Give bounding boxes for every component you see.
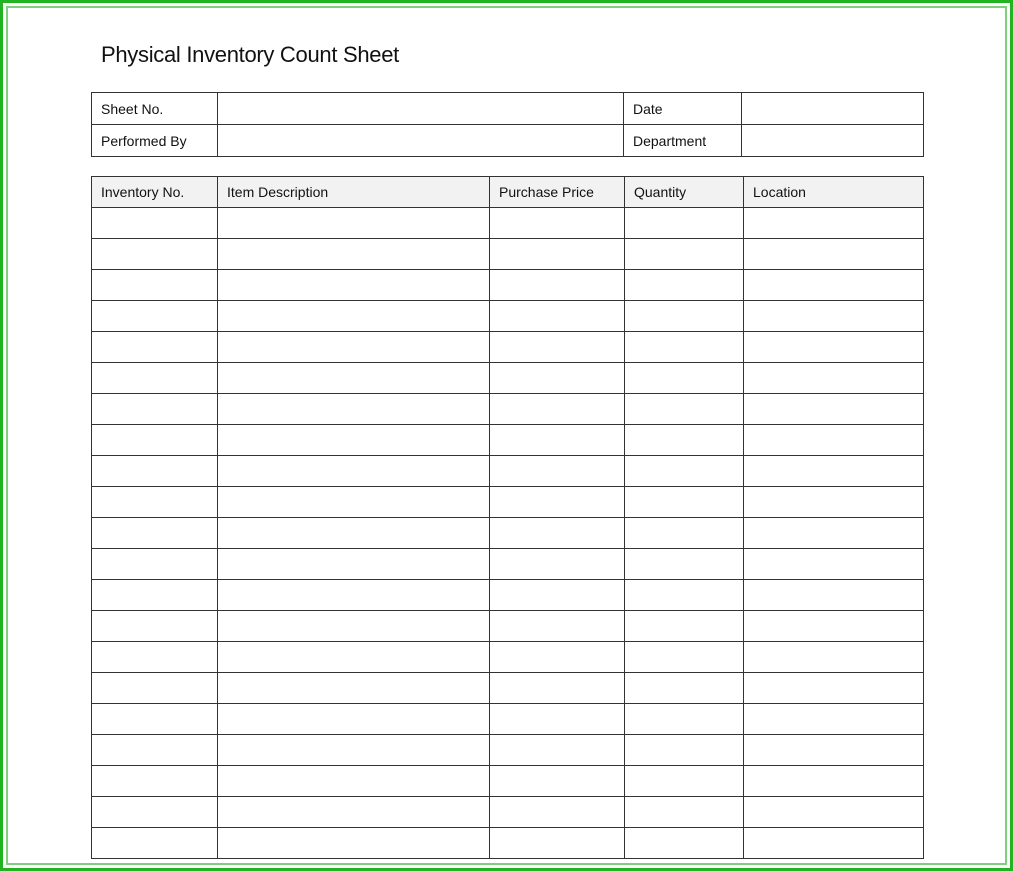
inventory-no-cell[interactable] <box>92 270 218 301</box>
table-row <box>92 394 924 425</box>
location-cell[interactable] <box>744 394 924 425</box>
quantity-cell[interactable] <box>625 332 744 363</box>
quantity-cell[interactable] <box>625 766 744 797</box>
inventory-no-cell[interactable] <box>92 673 218 704</box>
location-cell[interactable] <box>744 363 924 394</box>
quantity-cell[interactable] <box>625 239 744 270</box>
purchase-price-cell[interactable] <box>490 580 625 611</box>
table-row <box>92 766 924 797</box>
purchase-price-cell[interactable] <box>490 487 625 518</box>
quantity-cell[interactable] <box>625 394 744 425</box>
location-cell[interactable] <box>744 487 924 518</box>
purchase-price-cell[interactable] <box>490 611 625 642</box>
inventory-no-cell[interactable] <box>92 580 218 611</box>
purchase-price-cell[interactable] <box>490 828 625 859</box>
table-row <box>92 580 924 611</box>
item-description-cell[interactable] <box>218 208 490 239</box>
sheet-no-field[interactable] <box>218 93 624 125</box>
inventory-no-cell[interactable] <box>92 735 218 766</box>
inventory-no-cell[interactable] <box>92 797 218 828</box>
performed-by-field[interactable] <box>218 125 624 157</box>
purchase-price-cell[interactable] <box>490 766 625 797</box>
item-description-cell[interactable] <box>218 239 490 270</box>
table-row <box>92 797 924 828</box>
location-cell[interactable] <box>744 735 924 766</box>
location-cell[interactable] <box>744 704 924 735</box>
department-label: Department <box>624 125 742 157</box>
table-row <box>92 363 924 394</box>
table-row <box>92 239 924 270</box>
item-description-cell[interactable] <box>218 673 490 704</box>
item-description-cell[interactable] <box>218 611 490 642</box>
item-description-cell[interactable] <box>218 642 490 673</box>
item-description-cell[interactable] <box>218 363 490 394</box>
location-cell[interactable] <box>744 611 924 642</box>
department-field[interactable] <box>742 125 924 157</box>
purchase-price-cell[interactable] <box>490 673 625 704</box>
quantity-cell[interactable] <box>625 642 744 673</box>
item-description-cell[interactable] <box>218 766 490 797</box>
sheet-info-table <box>91 92 924 157</box>
item-description-cell[interactable] <box>218 332 490 363</box>
quantity-cell[interactable] <box>625 456 744 487</box>
table-row <box>92 301 924 332</box>
purchase-price-cell[interactable] <box>490 363 625 394</box>
table-body <box>92 208 924 859</box>
quantity-cell[interactable] <box>625 828 744 859</box>
table-row <box>92 642 924 673</box>
table-row <box>92 611 924 642</box>
item-description-cell[interactable] <box>218 580 490 611</box>
column-header-item-description: Item Description <box>218 177 490 208</box>
quantity-cell[interactable] <box>625 301 744 332</box>
column-header-location: Location <box>744 177 924 208</box>
quantity-cell[interactable] <box>625 549 744 580</box>
item-description-cell[interactable] <box>218 797 490 828</box>
date-field[interactable] <box>742 93 924 125</box>
location-cell[interactable] <box>744 301 924 332</box>
inventory-no-cell[interactable] <box>92 518 218 549</box>
location-cell[interactable] <box>744 518 924 549</box>
sheet-no-label: Sheet No. <box>92 93 218 125</box>
inventory-no-cell[interactable] <box>92 766 218 797</box>
purchase-price-cell[interactable] <box>490 642 625 673</box>
location-cell[interactable] <box>744 425 924 456</box>
inventory-no-cell[interactable] <box>92 239 218 270</box>
table-row <box>92 735 924 766</box>
location-cell[interactable] <box>744 332 924 363</box>
quantity-cell[interactable] <box>625 518 744 549</box>
table-row <box>92 704 924 735</box>
date-label: Date <box>624 93 742 125</box>
inventory-no-cell[interactable] <box>92 487 218 518</box>
location-cell[interactable] <box>744 642 924 673</box>
location-cell[interactable] <box>744 239 924 270</box>
location-cell[interactable] <box>744 766 924 797</box>
sheet-info-row <box>92 93 924 125</box>
purchase-price-cell[interactable] <box>490 301 625 332</box>
inventory-no-cell[interactable] <box>92 456 218 487</box>
item-description-cell[interactable] <box>218 549 490 580</box>
column-header-inventory-no: Inventory No. <box>92 177 218 208</box>
quantity-cell[interactable] <box>625 487 744 518</box>
sheet-info-row <box>92 125 924 157</box>
item-description-cell[interactable] <box>218 828 490 859</box>
purchase-price-cell[interactable] <box>490 394 625 425</box>
quantity-cell[interactable] <box>625 611 744 642</box>
inventory-no-cell[interactable] <box>92 828 218 859</box>
inventory-no-cell[interactable] <box>92 704 218 735</box>
table-header-row <box>92 177 924 208</box>
inventory-no-cell[interactable] <box>92 549 218 580</box>
table-row <box>92 828 924 859</box>
item-description-cell[interactable] <box>218 487 490 518</box>
table-row <box>92 518 924 549</box>
inventory-no-cell[interactable] <box>92 611 218 642</box>
purchase-price-cell[interactable] <box>490 208 625 239</box>
purchase-price-cell[interactable] <box>490 270 625 301</box>
table-row <box>92 270 924 301</box>
quantity-cell[interactable] <box>625 735 744 766</box>
inventory-no-cell[interactable] <box>92 332 218 363</box>
table-row <box>92 208 924 239</box>
location-cell[interactable] <box>744 580 924 611</box>
table-row <box>92 456 924 487</box>
item-description-cell[interactable] <box>218 456 490 487</box>
inventory-no-cell[interactable] <box>92 301 218 332</box>
location-cell[interactable] <box>744 797 924 828</box>
inventory-items-table <box>91 176 924 859</box>
inventory-no-cell[interactable] <box>92 425 218 456</box>
quantity-cell[interactable] <box>625 673 744 704</box>
item-description-cell[interactable] <box>218 735 490 766</box>
column-header-purchase-price: Purchase Price <box>490 177 625 208</box>
inventory-no-cell[interactable] <box>92 394 218 425</box>
quantity-cell[interactable] <box>625 797 744 828</box>
location-cell[interactable] <box>744 549 924 580</box>
inventory-no-cell[interactable] <box>92 208 218 239</box>
location-cell[interactable] <box>744 456 924 487</box>
item-description-cell[interactable] <box>218 518 490 549</box>
purchase-price-cell[interactable] <box>490 518 625 549</box>
item-description-cell[interactable] <box>218 704 490 735</box>
table-row <box>92 332 924 363</box>
purchase-price-cell[interactable] <box>490 425 625 456</box>
location-cell[interactable] <box>744 270 924 301</box>
purchase-price-cell[interactable] <box>490 704 625 735</box>
purchase-price-cell[interactable] <box>490 735 625 766</box>
quantity-cell[interactable] <box>625 704 744 735</box>
page-title: Physical Inventory Count Sheet <box>101 42 399 67</box>
performed-by-label: Performed By <box>92 125 218 157</box>
item-description-cell[interactable] <box>218 301 490 332</box>
quantity-cell[interactable] <box>625 270 744 301</box>
table-row <box>92 487 924 518</box>
purchase-price-cell[interactable] <box>490 239 625 270</box>
quantity-cell[interactable] <box>625 580 744 611</box>
location-cell[interactable] <box>744 208 924 239</box>
inventory-no-cell[interactable] <box>92 363 218 394</box>
purchase-price-cell[interactable] <box>490 332 625 363</box>
item-description-cell[interactable] <box>218 394 490 425</box>
quantity-cell[interactable] <box>625 208 744 239</box>
column-header-quantity: Quantity <box>625 177 744 208</box>
quantity-cell[interactable] <box>625 425 744 456</box>
location-cell[interactable] <box>744 673 924 704</box>
location-cell[interactable] <box>744 828 924 859</box>
table-row <box>92 425 924 456</box>
table-row <box>92 549 924 580</box>
table-row <box>92 673 924 704</box>
quantity-cell[interactable] <box>625 363 744 394</box>
item-description-cell[interactable] <box>218 270 490 301</box>
inventory-no-cell[interactable] <box>92 642 218 673</box>
item-description-cell[interactable] <box>218 425 490 456</box>
purchase-price-cell[interactable] <box>490 456 625 487</box>
purchase-price-cell[interactable] <box>490 797 625 828</box>
purchase-price-cell[interactable] <box>490 549 625 580</box>
